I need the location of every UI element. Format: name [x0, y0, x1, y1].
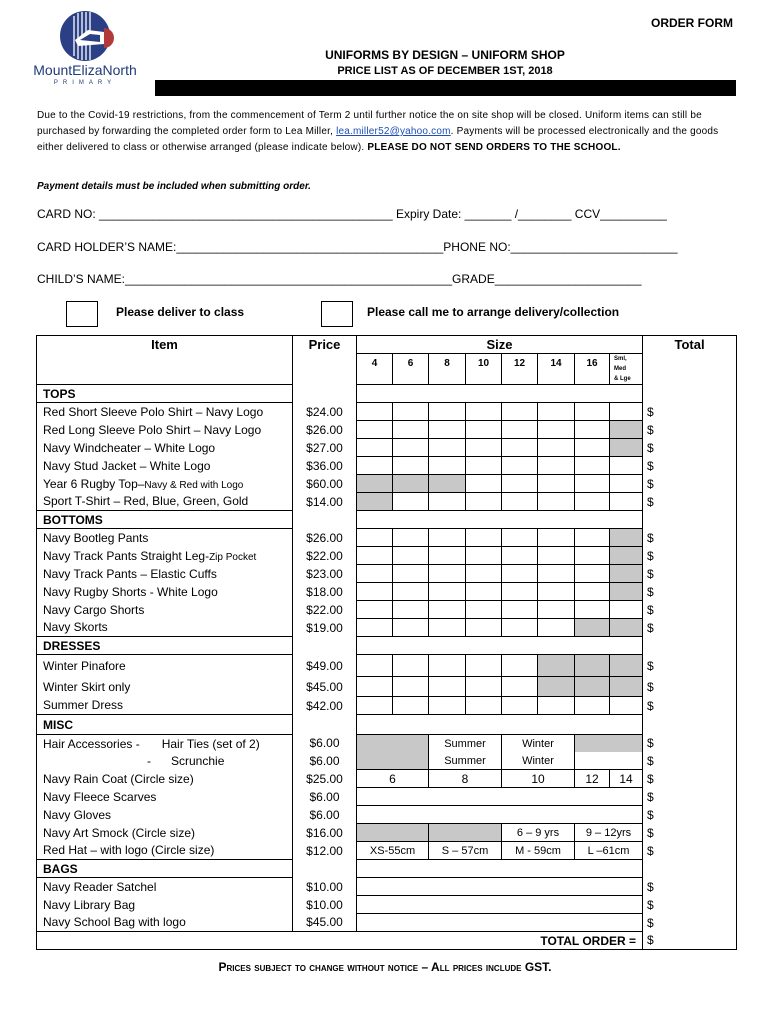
table-row: Navy Rain Coat (Circle size) $25.00 6 8 10 12 14 $: [37, 770, 737, 788]
intro-warning: PLEASE DO NOT SEND ORDERS TO THE SCHOOL.: [367, 142, 621, 153]
header-size: Size: [357, 336, 643, 354]
child-name-field[interactable]: CHILD’S NAME:_________________________________________________GRADE______________________: [37, 272, 642, 286]
price-date: PRICE LIST AS OF DECEMBER 1ST, 2018: [337, 65, 553, 77]
page-title: UNIFORMS BY DESIGN – UNIFORM SHOP: [325, 48, 565, 62]
table-row: Navy Track Pants Straight Leg-Zip Pocket $22.00 $: [37, 547, 737, 565]
email-link[interactable]: lea.miller52@yahoo.com: [336, 126, 451, 137]
table-row: Navy School Bag with logo $45.00 $: [37, 914, 737, 932]
table-row: Winter Skirt only $45.00 $: [37, 677, 737, 697]
table-row: Navy Skorts $19.00 $: [37, 619, 737, 637]
size-10: 10: [466, 354, 502, 385]
table-row: Navy Reader Satchel $10.00 $: [37, 878, 737, 896]
table-row: Navy Rugby Shorts - White Logo $18.00 $: [37, 583, 737, 601]
card-holder-field[interactable]: CARD HOLDER’S NAME:________________________________________PHONE NO:_________________________: [37, 240, 678, 254]
table-row: Navy Art Smock (Circle size) $16.00 6 – 9 yrs 9 – 12yrs $: [37, 824, 737, 842]
table-row: Sport T-Shirt – Red, Blue, Green, Gold $14.00 $: [37, 493, 737, 511]
logo-subtitle: PRIMARY: [53, 80, 117, 86]
intro-paragraph: [37, 108, 727, 156]
table-row: Navy Track Pants – Elastic Cuffs $23.00 $: [37, 565, 737, 583]
header-bar: [155, 80, 736, 96]
size-14: 14: [538, 354, 575, 385]
size-8: 8: [429, 354, 466, 385]
table-row: Winter Pinafore $49.00 $: [37, 655, 737, 677]
total-order-label: TOTAL ORDER =: [37, 932, 643, 950]
size-12: 12: [502, 354, 538, 385]
table-row: Hair Accessories - Hair Ties (set of 2) $6.00 Summer Winter $: [37, 735, 737, 753]
header-total: Total: [643, 336, 737, 354]
table-row: Navy Stud Jacket – White Logo $36.00 $: [37, 457, 737, 475]
section-dresses: DRESSES: [37, 637, 293, 655]
arrange-delivery-label: Please call me to arrange delivery/collection: [367, 305, 620, 319]
table-row: Red Short Sleeve Polo Shirt – Navy Logo $24.00 $: [37, 403, 737, 421]
table-row: Summer Dress $42.00 $: [37, 697, 737, 715]
school-logo: [20, 10, 150, 92]
arrange-delivery-checkbox[interactable]: [321, 301, 353, 327]
table-row: Navy Library Bag $10.00 $: [37, 896, 737, 914]
deliver-to-class-label: Please deliver to class: [116, 305, 245, 319]
section-misc: MISC: [37, 715, 293, 735]
footer-note: Prices subject to change without notice – All prices include GST.: [218, 960, 552, 974]
intro-text-2: . Payments will be processed electronically and the goods either delivered to class or otherwise arranged (please indicate below).: [37, 126, 719, 153]
size-header-row: [37, 354, 737, 385]
table-row: Navy Cargo Shorts $22.00 $: [37, 601, 737, 619]
header-price: Price: [293, 336, 357, 354]
total-row: [37, 932, 737, 950]
table-row: Navy Windcheater – White Logo $27.00 $: [37, 439, 737, 457]
deliver-to-class-checkbox[interactable]: [66, 301, 98, 327]
total-order-value[interactable]: $: [643, 932, 737, 950]
price-table: [36, 335, 737, 950]
order-form-label: ORDER FORM: [651, 16, 733, 30]
size-sml-med-lge: Sml, Med & Lge: [610, 354, 643, 385]
section-tops: TOPS: [37, 385, 293, 403]
table-row: Navy Bootleg Pants $26.00 $: [37, 529, 737, 547]
table-row: - Scrunchie $6.00 Summer Winter $: [37, 752, 737, 770]
table-header-row: [37, 336, 737, 354]
payment-note: Payment details must be included when submitting order.: [37, 181, 311, 192]
section-bags: BAGS: [37, 860, 293, 878]
section-bottoms: BOTTOMS: [37, 511, 293, 529]
table-row: Navy Fleece Scarves $6.00 $: [37, 788, 737, 806]
table-row: Red Hat – with logo (Circle size) $12.00 XS-55cm S – 57cm M - 59cm L –61cm $: [37, 842, 737, 860]
school-crest-icon: [20, 10, 150, 62]
card-details-field[interactable]: CARD NO: ____________________________________________ Expiry Date: _______ /________ CCV__________: [37, 207, 667, 221]
size-16: 16: [575, 354, 610, 385]
table-row: Navy Gloves $6.00 $: [37, 806, 737, 824]
table-row: Red Long Sleeve Polo Shirt – Navy Logo $26.00 $: [37, 421, 737, 439]
size-4: 4: [357, 354, 393, 385]
intro-text: Due to the Covid-19 restrictions, from the commencement of Term 2 until further notice the on site shop will be closed. Uniform items can still be purchased by forwarding the completed order form to Lea Miller,: [37, 110, 702, 137]
table-row: Year 6 Rugby Top–Navy & Red with Logo $60.00 $: [37, 475, 737, 493]
logo-name: MountElizaNorth: [33, 62, 137, 78]
size-6: 6: [393, 354, 429, 385]
header-item: Item: [37, 336, 293, 354]
